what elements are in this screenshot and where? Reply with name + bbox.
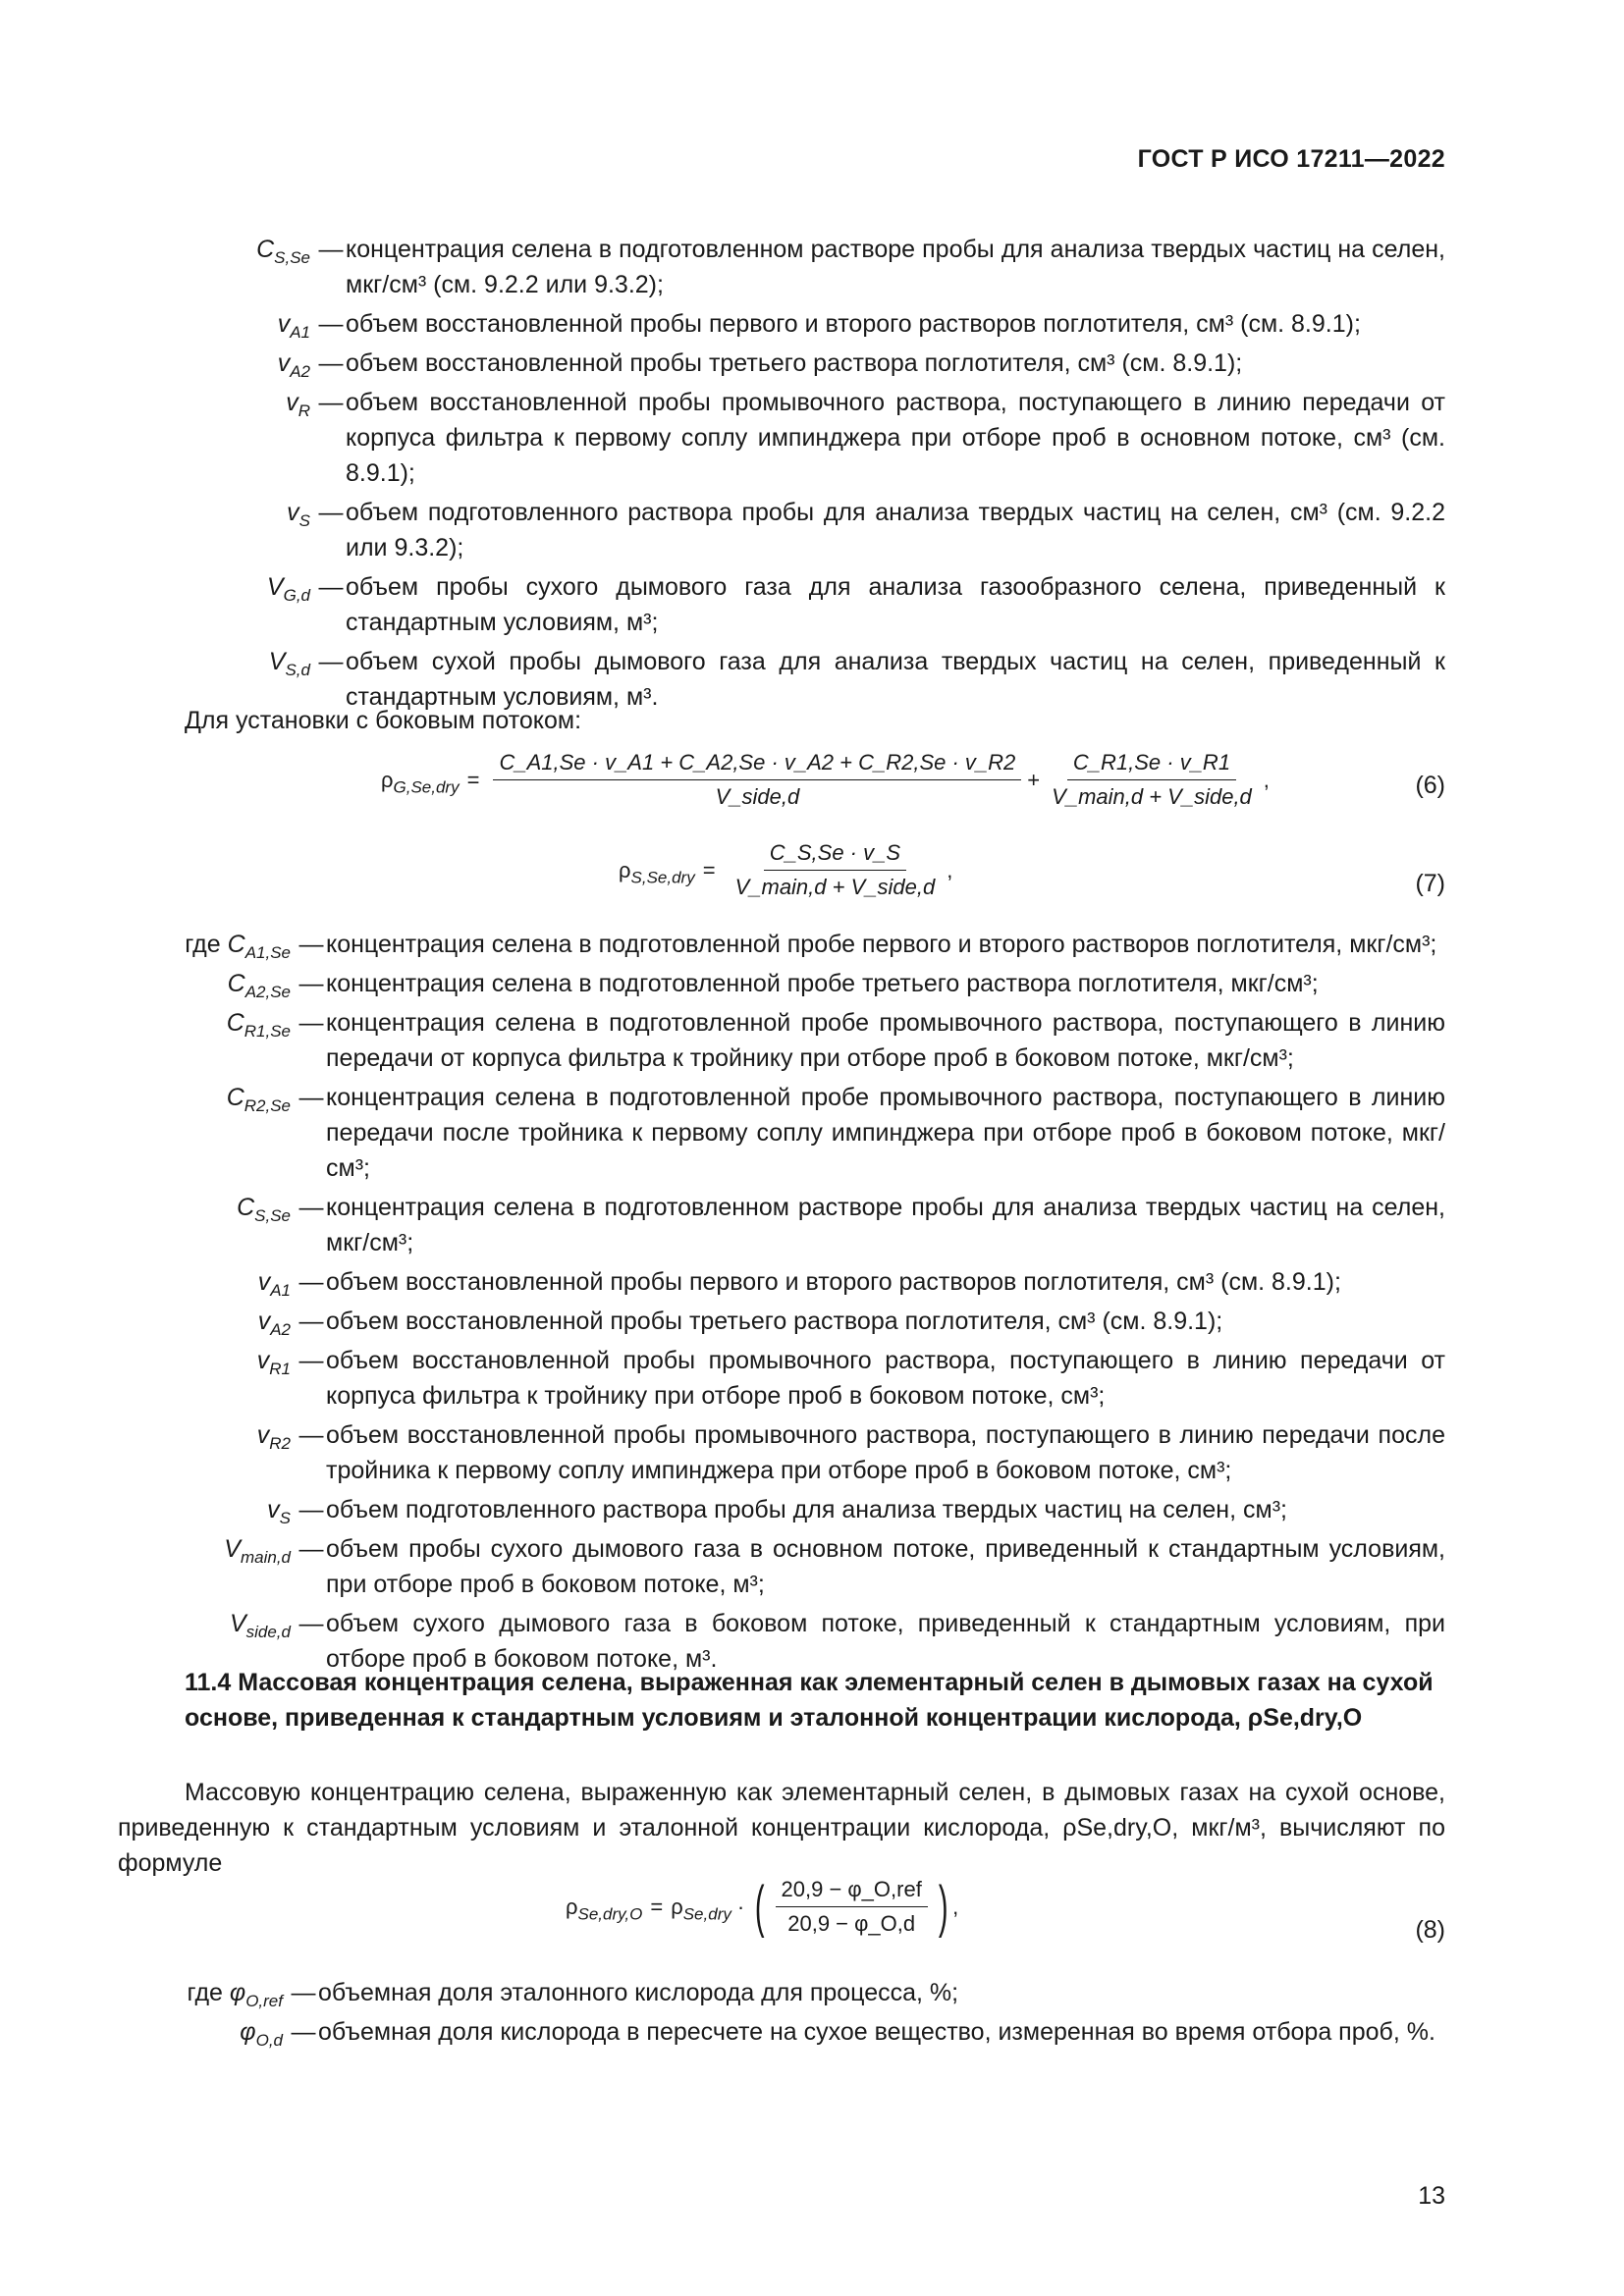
definition-dash: — xyxy=(318,236,344,263)
definition-row xyxy=(118,232,1445,302)
definition-symbol: $v_{A1}$ xyxy=(257,1268,291,1300)
definition-row xyxy=(118,1492,1445,1527)
definition-dash: — xyxy=(291,2018,316,2046)
definition-text: концентрация селена в подготовленной пробе первого и второго растворов поглотителя, мкг/см³; xyxy=(326,931,1437,958)
definition-row xyxy=(118,966,1445,1001)
definition-dash: — xyxy=(298,1421,324,1449)
definition-row xyxy=(118,346,1445,381)
definition-symbol: где $\varphi_{O,ref}$ xyxy=(187,1979,283,2010)
page-header-doc-id: ГОСТ Р ИСО 17211—2022 xyxy=(1137,145,1445,173)
definition-row xyxy=(118,1304,1445,1339)
definition-symbol: $v_S$ xyxy=(287,499,310,530)
definition-symbol: $C_{A2,Se}$ xyxy=(227,970,291,1001)
definition-list-1 xyxy=(118,232,1445,719)
definition-dash: — xyxy=(298,1268,324,1296)
definition-dash: — xyxy=(318,349,344,377)
equation-6: $\rho_{G,Se,dry}$ = $\frac{C\_A1,Se \cdot v\_A1 + C\_A2,Se \cdot v\_A2 + C\_R2,Se \cdot v\_R2}{\text{V\_side,d}}$ + $\frac{C\_R1,Se \cdot v\_R1}{\text{V\_main,d + V\_side,d}}$ , xyxy=(381,750,1270,809)
definition-text: объем восстановленной пробы третьего раствора поглотителя, см³ (см. 8.9.1); xyxy=(326,1308,1223,1335)
definition-symbol: $C_{R2,Se}$ xyxy=(226,1084,291,1115)
definition-dash: — xyxy=(298,1194,324,1221)
definition-dash: — xyxy=(298,970,324,997)
definition-symbol: $v_{A1}$ xyxy=(277,310,310,342)
definition-text: концентрация селена в подготовленном растворе пробы для анализа твердых частиц на селен, мкг/см³; xyxy=(326,1194,1445,1256)
definition-row xyxy=(118,495,1445,565)
definition-row xyxy=(118,2014,1445,2050)
definition-row xyxy=(118,1080,1445,1186)
definition-text: концентрация селена в подготовленной пробе промывочного раствора, поступающего в линию передачи от корпуса фильтра к тройнику при отборе проб в боковом потоке, мкг/см³; xyxy=(326,1009,1445,1072)
definition-text: объем подготовленного раствора пробы для анализа твердых частиц на селен, см³ (см. 9.2.2 или 9.3.2); xyxy=(346,499,1445,561)
definition-symbol: $V_{side,d}$ xyxy=(229,1610,291,1641)
section-paragraph: Массовую концентрацию селена, выраженную как элементарный селен, в дымовых газах на сухой основе, приведенную к стандартным условиям и эталонной концентрации кислорода, ρSe,dry,O, мкг/м³, вычисляют по формуле xyxy=(118,1779,1445,1877)
equation-8-number: (8) xyxy=(1415,1916,1445,1944)
where-word: где xyxy=(185,931,228,958)
eq6-fraction-1: $\frac{C\_A1,Se \cdot v\_A1 + C\_A2,Se \cdot v\_A2 + C\_R2,Se \cdot v\_R2}{\text{V\_side,d}}$ xyxy=(493,750,1021,810)
definition-text: объем подготовленного раствора пробы для анализа твердых частиц на селен, см³; xyxy=(326,1496,1287,1523)
eq8-fraction: $\frac{\text{20,9 − φ\_O,ref}}{20,9 - \varphi\_O,d}$ xyxy=(776,1877,928,1937)
definition-text: концентрация селена в подготовленном растворе пробы для анализа твердых частиц на селен, мкг/см³ (см. 9.2.2 или 9.3.2); xyxy=(346,236,1445,298)
definition-symbol: $C_{R1,Se}$ xyxy=(226,1009,291,1041)
definition-text: объем восстановленной пробы первого и второго растворов поглотителя, см³ (см. 8.9.1); xyxy=(326,1268,1341,1296)
definition-row xyxy=(118,385,1445,491)
definition-dash: — xyxy=(298,1308,324,1335)
where-word: где xyxy=(187,1979,230,2006)
definition-row xyxy=(118,569,1445,640)
definition-text: объем восстановленной пробы промывочного раствора, поступающего в линию передачи от корпуса фильтра к тройнику при отборе проб в боковом потоке, см³; xyxy=(326,1347,1445,1410)
definition-text: объем восстановленной пробы третьего раствора поглотителя, см³ (см. 8.9.1); xyxy=(346,349,1243,377)
definition-dash: — xyxy=(298,1496,324,1523)
definition-row xyxy=(118,927,1445,962)
definition-row xyxy=(118,1343,1445,1414)
definition-dash: — xyxy=(298,1347,324,1374)
definition-text: концентрация селена в подготовленной пробе третьего раствора поглотителя, мкг/см³; xyxy=(326,970,1319,997)
definition-row xyxy=(118,1417,1445,1488)
equation-8: $\rho_{Se,dry,O}$ = $\rho_{Se,dry}$ · ( $\frac{\text{20,9 − φ\_O,ref}}{20,9 - \varphi\_O,d}$ ) , xyxy=(566,1874,959,1939)
definition-symbol: $V_{S,d}$ xyxy=(268,648,310,679)
definition-symbol: $V_{main,d}$ xyxy=(224,1535,291,1567)
definition-dash: — xyxy=(318,310,344,338)
equation-7: $\rho_{S,Se,dry}$ = $\frac{C\_S,Se \cdot v\_S}{\text{V\_main,d + V\_side,d}}$ , xyxy=(619,840,953,899)
definition-dash: — xyxy=(298,1535,324,1563)
definition-dash: — xyxy=(291,1979,316,2006)
definition-symbol: $\varphi_{O,d}$ xyxy=(240,2018,283,2050)
definition-list-3 xyxy=(118,1975,1445,2054)
definition-symbol: где $C_{A1,Se}$ xyxy=(185,931,291,962)
definition-text: объем пробы сухого дымового газа для анализа газообразного селена, приведенный к стандартным условиям, м³; xyxy=(346,573,1445,636)
definition-text: объем сухой пробы дымового газа для анализа твердых частиц на селен, приведенный к стандартным условиям, м³. xyxy=(346,648,1445,711)
section-heading-11-4: 11.4 Массовая концентрация селена, выраженная как элементарный селен в дымовых газах на сухой основе, приведенная к стандартным условиям и эталонной концентрации кислорода, ρSe,dry,O xyxy=(185,1669,1434,1732)
definition-symbol: $v_{R2}$ xyxy=(256,1421,291,1453)
definition-dash: — xyxy=(318,573,344,601)
eq6-lhs: $\rho_{G,Se,dry}$ xyxy=(381,767,460,796)
definition-row xyxy=(118,1190,1445,1260)
definition-text: концентрация селена в подготовленной пробе промывочного раствора, поступающего в линию передачи после тройника к первому соплу импинджера при отборе проб в боковом потоке, мкг/см³; xyxy=(326,1084,1445,1182)
definition-list-2 xyxy=(118,927,1445,1681)
definition-row xyxy=(118,306,1445,342)
definition-text: объем пробы сухого дымового газа в основном потоке, приведенный к стандартным условиям, при отборе проб в боковом потоке, м³; xyxy=(326,1535,1445,1598)
definition-text: объем сухого дымового газа в боковом потоке, приведенный к стандартным условиям, при отборе проб в боковом потоке, м³. xyxy=(326,1610,1445,1673)
eq7-lhs: $\rho_{S,Se,dry}$ xyxy=(619,857,695,886)
equation-7-number: (7) xyxy=(1415,870,1445,897)
definition-symbol: $C_{S,Se}$ xyxy=(256,236,310,267)
eq8-lhs: $\rho_{Se,dry,O}$ xyxy=(566,1894,643,1923)
intro-text: Для установки с боковым потоком: xyxy=(185,707,582,734)
eq7-fraction: $\frac{C\_S,Se \cdot v\_S}{\text{V\_main,d + V\_side,d}}$ xyxy=(734,840,936,899)
definition-symbol: $v_{R1}$ xyxy=(256,1347,291,1378)
eq8-rhs: $\rho_{Se,dry}$ xyxy=(671,1894,731,1923)
definition-text: объем восстановленной пробы первого и второго растворов поглотителя, см³ (см. 8.9.1); xyxy=(346,310,1361,338)
definition-symbol: $V_{G,d}$ xyxy=(266,573,310,605)
definition-row xyxy=(118,1975,1445,2010)
definition-row xyxy=(118,1005,1445,1076)
definition-symbol: $v_R$ xyxy=(286,389,310,420)
definition-dash: — xyxy=(318,648,344,675)
equation-6-number: (6) xyxy=(1415,772,1445,799)
definition-text: объем восстановленной пробы промывочного раствора, поступающего в линию передачи после тройника к первому соплу импинджера при отборе проб в боковом потоке, см³; xyxy=(326,1421,1445,1484)
page-number: 13 xyxy=(1418,2182,1445,2210)
definition-dash: — xyxy=(318,499,344,526)
definition-dash: — xyxy=(298,1009,324,1037)
definition-symbol: $C_{S,Se}$ xyxy=(237,1194,291,1225)
definition-symbol: $v_S$ xyxy=(267,1496,291,1527)
definition-text: объемная доля эталонного кислорода для процесса, %; xyxy=(318,1979,959,2006)
definition-text: объем восстановленной пробы промывочного раствора, поступающего в линию передачи от корпуса фильтра к первому соплу импинджера при отборе проб в основном потоке, см³ (см. 8.9.1); xyxy=(346,389,1445,487)
eq6-fraction-2: $\frac{C\_R1,Se \cdot v\_R1}{\text{V\_main,d + V\_side,d}}$ xyxy=(1052,750,1252,809)
definition-row xyxy=(118,1531,1445,1602)
definition-dash: — xyxy=(298,931,324,958)
definition-dash: — xyxy=(318,389,344,416)
definition-text: объемная доля кислорода в пересчете на сухое вещество, измеренная во время отбора проб, %. xyxy=(318,2018,1435,2046)
definition-symbol: $v_{A2}$ xyxy=(257,1308,291,1339)
definition-dash: — xyxy=(298,1084,324,1111)
definition-symbol: $v_{A2}$ xyxy=(277,349,310,381)
definition-dash: — xyxy=(298,1610,324,1637)
definition-row xyxy=(118,1264,1445,1300)
